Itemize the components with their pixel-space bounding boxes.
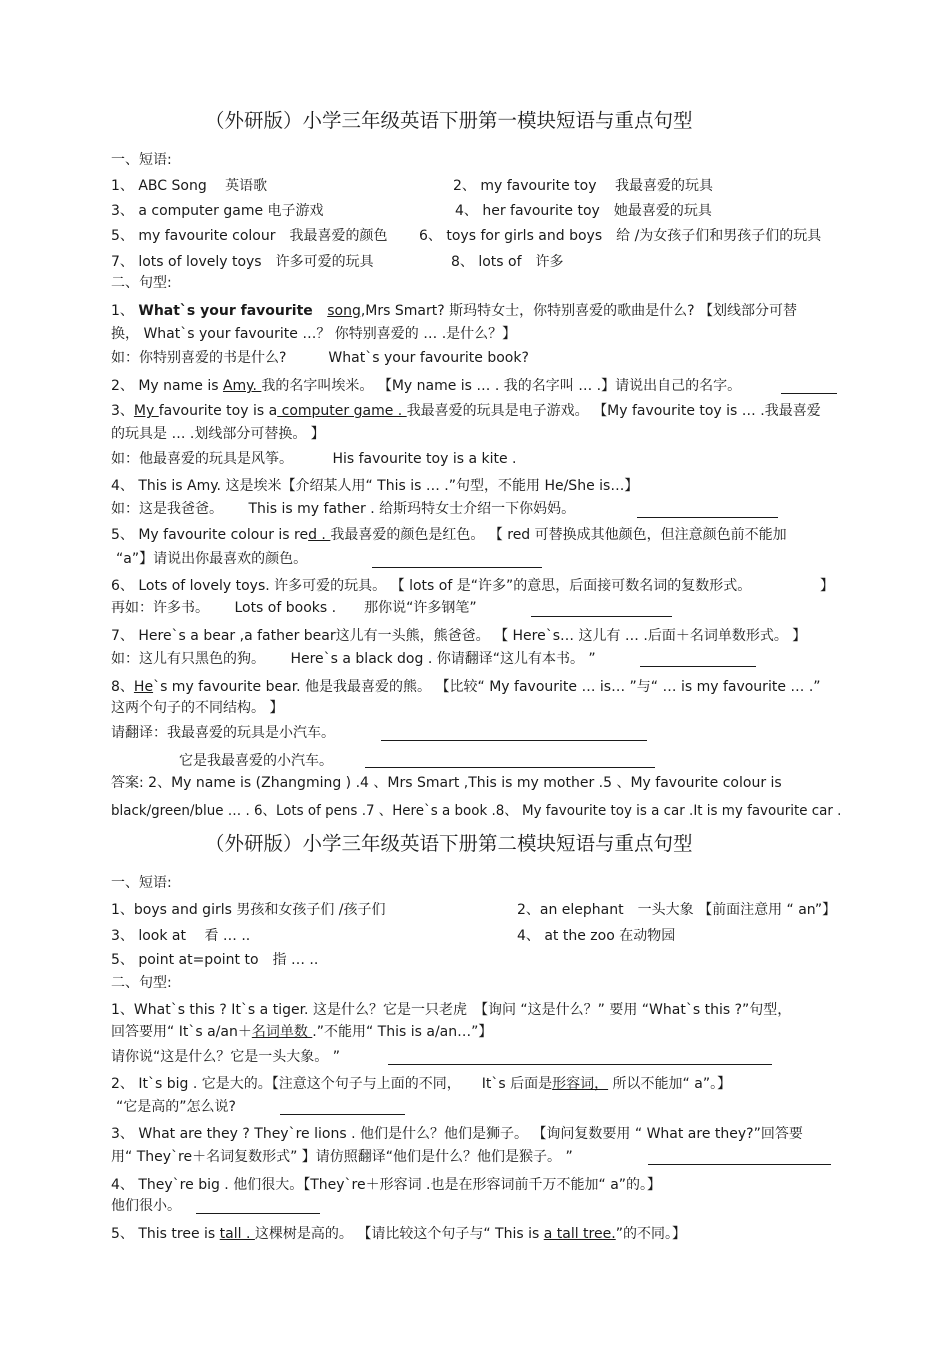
sentence-text: 2、 My name is	[111, 378, 223, 394]
sentence-5-line-2: “a”】请说出你最喜欢的颜色。	[116, 551, 308, 567]
m2-sentence-1-line-2	[111, 1022, 492, 1042]
answer-blank[interactable]	[365, 767, 655, 768]
phrase-item: 8、 lots of 许多	[451, 254, 564, 270]
sentence-8-line-1	[111, 677, 821, 697]
underlined-word: He	[133, 679, 154, 695]
phrase-item: 5、 my favourite colour 我最喜爱的颜色	[111, 228, 388, 244]
sentence-6-line-2: 再如：许多书。 Lots of books . 那你说“许多钢笔”	[111, 600, 477, 616]
phrase-item: 1、boys and girls 男孩和女孩子们 /孩子们	[111, 902, 386, 918]
answer-blank[interactable]	[388, 1064, 772, 1065]
answers-line-1: 答案: 2、My name is (Zhangming ) .4 、Mrs Smart ,This is my mother .5 、My favourite colour is	[111, 775, 782, 791]
answer-blank[interactable]	[640, 666, 756, 667]
sentence-3-line-1	[111, 401, 821, 421]
phrase-item: 4、 her favourite toy 她最喜爱的玩具	[455, 203, 712, 219]
sentence-text: 5、 My favourite colour is re	[111, 527, 309, 543]
underlined-word: song	[327, 303, 361, 319]
phrase-item: 3、 a computer game 电子游戏	[111, 203, 324, 219]
sentence-text: favourite toy is a	[158, 403, 278, 419]
underlined-word: My	[133, 403, 159, 419]
phrase-item: 4、 at the zoo 在动物园	[517, 928, 676, 944]
sentence-text: 这棵树是高的。 【请比较这个句子与“ This is	[254, 1226, 544, 1242]
phrase-item: 1、 ABC Song 英语歌	[111, 178, 268, 194]
m2-sentence-1-line-3: 请你说“这是什么？它是一头大象。 ”	[111, 1049, 340, 1065]
m2-sentence-1-line-1: 1、What`s this ? It`s a tiger. 这是什么？它是一只老虎 【询问 “这是什么？” 要用 “What`s this ?”句型，	[111, 1002, 792, 1018]
bracket: 】	[820, 578, 834, 594]
underlined-word: tall .	[219, 1226, 255, 1242]
phrases-heading: 一、短语:	[111, 875, 172, 891]
answer-blank[interactable]	[648, 1164, 831, 1165]
sentence-text: 我最喜爱的玩具是电子游戏。 【My favourite toy is … .我最喜爱	[406, 403, 821, 419]
m2-sentence-3-line-2: 用“ They`re＋名词复数形式” 】请仿照翻译“他们是什么？他们是猴子。 ”	[111, 1149, 573, 1165]
phrase-item: 6、 toys for girls and boys 给 /为女孩子们和男孩子们的玩具	[419, 228, 822, 244]
answer-blank[interactable]	[196, 1213, 320, 1214]
sentence-text: 所以不能加“ a”。】	[608, 1076, 732, 1092]
m2-sentence-4-line-2: 他们很小。	[111, 1198, 181, 1214]
sentence-7-line-1: 7、 Here`s a bear ,a father bear这儿有一头熊，熊爸爸。 【 Here`s… 这儿有 … .后面＋名词单数形式。 】	[111, 628, 807, 644]
sentence-text: 回答要用“ It`s a/an＋	[111, 1024, 252, 1040]
sentence-text: 8、	[111, 679, 134, 695]
m2-sentence-3-line-1: 3、 What are they ? They`re lions . 他们是什么？他们是狮子。 【询问复数要用 “ What are they?”回答要	[111, 1126, 803, 1142]
m2-sentence-2-line-1	[111, 1074, 731, 1094]
answer-blank[interactable]	[372, 567, 542, 568]
sentence-number: 1、	[111, 303, 134, 319]
sentence-text: `s my favourite bear. 他是我最喜爱的熊。 【比较“ My favourite … is… ”与“ … is my favourite … .”	[153, 679, 821, 695]
sentence-text: 3、	[111, 403, 134, 419]
sentences-heading: 二、句型:	[111, 275, 172, 291]
sentence-8-line-2: 这两个句子的不同结构。 】	[111, 700, 284, 716]
sentence-1-example: 如：你特别喜爱的书是什么? What`s your favourite book?	[111, 350, 529, 366]
translate-prompt-1: 请翻译：我最喜爱的玩具是小汽车。	[111, 725, 335, 741]
answer-blank[interactable]	[781, 393, 837, 394]
sentence-5-line-1	[111, 525, 787, 545]
underlined-phrase: computer game .	[277, 403, 407, 419]
underlined-word: 形容词，	[552, 1076, 609, 1092]
phrase-item: 2、an elephant 一头大象 【前面注意用 “ an”】	[517, 902, 837, 918]
answer-blank[interactable]	[381, 740, 647, 741]
underlined-word: Amy.	[222, 378, 262, 394]
sentence-text: .”不能用“ This is a/an…”】	[312, 1024, 493, 1040]
underlined-word: d .	[308, 527, 331, 543]
sentences-heading: 二、句型:	[111, 975, 172, 991]
sentence-3-example: 如：他最喜爱的玩具是风筝。 His favourite toy is a kite .	[111, 451, 517, 467]
sentence-text: ,Mrs Smart? 斯玛特女士，你特别喜爱的歌曲是什么? 【划线部分可替	[360, 303, 797, 319]
phrase-item: 7、 lots of lovely toys 许多可爱的玩具	[111, 254, 374, 270]
m2-sentence-5	[111, 1224, 686, 1244]
underlined-phrase: a tall tree.	[543, 1226, 616, 1242]
sentence-4-line-1: 4、 This is Amy. 这是埃米【介绍某人用“ This is … .”句型，不能用 He/She is…】	[111, 478, 639, 494]
sentence-text: 我的名字叫埃米。 【My name is … . 我的名字叫 … .】请说出自己的名字。	[261, 378, 742, 394]
m2-sentence-4-line-1: 4、 They`re big . 他们很大。【They`re＋形容词 .也是在形容词前千万不能加“ a”的。】	[111, 1177, 662, 1193]
sentence-1-line-2: 换， What`s your favourite …？ 你特别喜爱的 … .是什么？】	[111, 326, 517, 342]
sentence-2	[111, 376, 741, 396]
phrase-item: 3、 look at 看 … ..	[111, 928, 251, 944]
answer-blank[interactable]	[531, 616, 672, 617]
sentence-text: 2、 It`s big . 它是大的。【注意这个句子与上面的不同， It`s 后面是	[111, 1076, 553, 1092]
sentence-text: ”的不同。】	[615, 1226, 686, 1242]
sentence-text: 5、 This tree is	[111, 1226, 220, 1242]
answer-blank[interactable]	[280, 1114, 405, 1115]
module2-title: （外研版）小学三年级英语下册第二模块短语与重点句型	[205, 832, 693, 855]
m2-sentence-2-line-2: “它是高的”怎么说?	[116, 1099, 236, 1115]
answer-blank[interactable]	[637, 517, 778, 518]
phrases-heading: 一、短语:	[111, 152, 172, 168]
sentence-6-line-1: 6、 Lots of lovely toys. 许多可爱的玩具。 【 lots of 是“许多”的意思，后面接可数名词的复数形式。	[111, 578, 752, 594]
phrase-item: 2、 my favourite toy 我最喜爱的玩具	[453, 178, 713, 194]
module1-title: （外研版）小学三年级英语下册第一模块短语与重点句型	[205, 109, 693, 132]
underlined-phrase: 名词单数	[251, 1024, 313, 1040]
sentence-1-line-1	[111, 301, 797, 321]
sentence-3-line-2: 的玩具是 … .划线部分可替换。 】	[111, 426, 325, 442]
answers-line-2: black/green/blue … . 6、Lots of pens .7 、Here`s a book .8、 My favourite toy is a car .It is my favourite car .	[111, 803, 842, 819]
sentence-4-line-2: 如：这是我爸爸。 This is my father . 给斯玛特女士介绍一下你妈妈。	[111, 501, 576, 517]
sentence-text: 我最喜爱的颜色是红色。 【 red 可替换成其他颜色，但注意颜色前不能加	[330, 527, 787, 543]
sentence-7-line-2: 如：这儿有只黑色的狗。 Here`s a black dog . 你请翻译“这儿有本书。 ”	[111, 651, 596, 667]
bold-phrase: What`s your favourite	[138, 303, 313, 319]
phrase-item: 5、 point at=point to 指 … ..	[111, 952, 319, 968]
translate-prompt-2: 它是我最喜爱的小汽车。	[179, 753, 333, 769]
